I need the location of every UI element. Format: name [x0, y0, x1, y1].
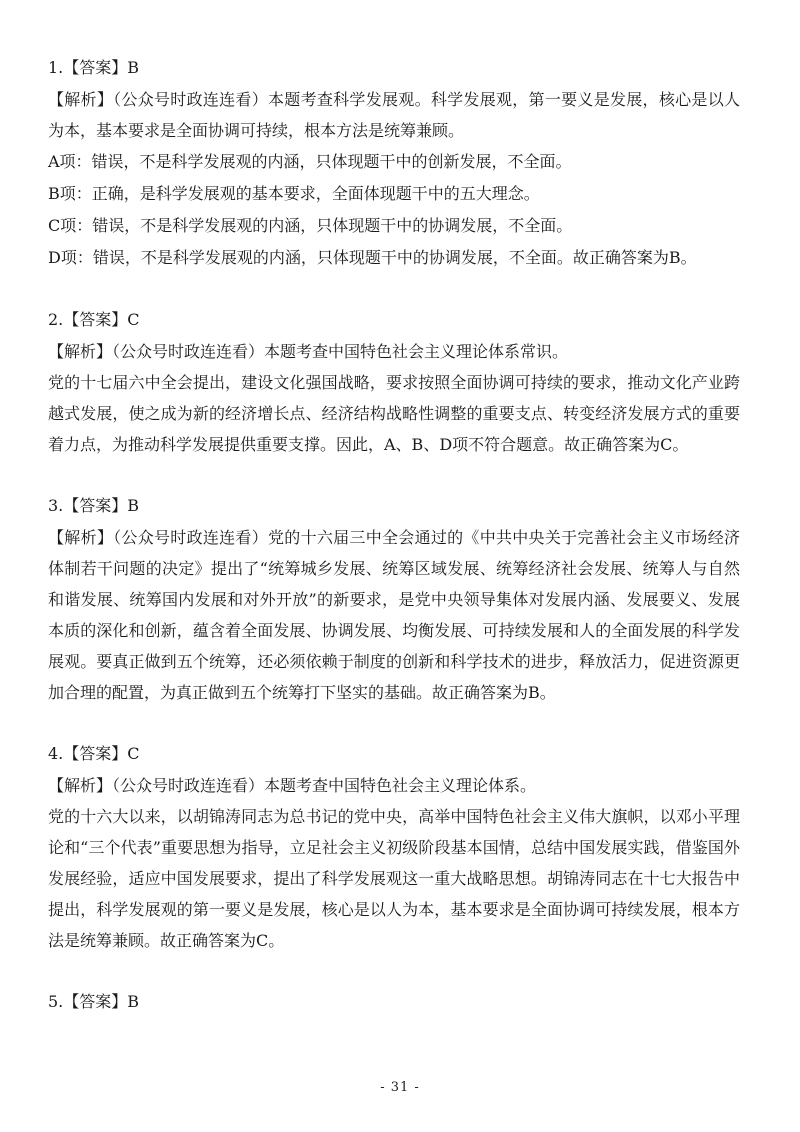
question-2: [48, 304, 740, 460]
spacer: [48, 956, 740, 986]
analysis-paragraph: 【解析】（公众号时政连连看）党的十六届三中全会通过的《中共中央关于完善社会主义市场经济体制若干问题的决定》提出了“统筹城乡发展、统筹区域发展、统筹经济社会发展、统筹人与自然和谐发展、统筹国内发展和对外开放”的新要求，是党中央领导集体对发展内涵、发展要义、发展本质的深化和创新，蕴含着全面发展、协调发展、均衡发展、可持续发展和人的全面发展的科学发展观。要真正做到五个统筹，还必须依赖于制度的创新和科学技术的进步，释放活力，促进资源更加合理的配置，为真正做到五个统筹打下坚实的基础。故正确答案为B。: [48, 528, 740, 702]
question-3: [48, 490, 740, 708]
spacer: [48, 708, 740, 738]
analysis-paragraph: 【解析】（公众号时政连连看）本题考查中国特色社会主义理论体系常识。: [48, 342, 569, 361]
question-4: [48, 738, 740, 956]
analysis-paragraph: 【解析】（公众号时政连连看）本题考查中国特色社会主义理论体系。: [48, 776, 537, 795]
option-b-explanation: B项：正确，是科学发展观的基本要求，全面体现题干中的五大理念。: [48, 184, 540, 203]
analysis-paragraph: 党的十七届六中全会提出，建设文化强国战略，要求按照全面协调可持续的要求，推动文化产业跨越式发展，使之成为新的经济增长点、经济结构战略性调整的重要支点、转变经济发展方式的重要着力点，为推动科学发展提供重要支撑。因此，A、B、D项不符合题意。故正确答案为C。: [48, 373, 740, 454]
option-d-explanation: D项：错误，不是科学发展观的内涵，只体现题干中的协调发展，不全面。故正确答案为B。: [48, 248, 697, 267]
answer-heading: 4.【答案】C: [48, 744, 140, 763]
answer-heading: 1.【答案】B: [48, 58, 140, 77]
answer-heading: 5.【答案】B: [48, 992, 140, 1011]
spacer: [48, 274, 740, 304]
analysis-paragraph: 党的十六大以来，以胡锦涛同志为总书记的党中央，高举中国特色社会主义伟大旗帜，以邓小平理论和“三个代表”重要思想为指导，立足社会主义初级阶段基本国情，总结中国发展实践，借鉴国外发展经验，适应中国发展要求，提出了科学发展观这一重大战略思想。胡锦涛同志在十七大报告中提出，科学发展观的第一要义是发展，核心是以人为本，基本要求是全面协调可持续发展，根本方法是统筹兼顾。故正确答案为C。: [48, 807, 740, 950]
question-1: [48, 52, 740, 274]
option-a-explanation: A项：错误，不是科学发展观的内涵，只体现题干中的创新发展，不全面。: [48, 152, 572, 171]
spacer: [48, 460, 740, 490]
page-number: - 31 -: [380, 1080, 420, 1095]
analysis-paragraph: 【解析】（公众号时政连连看）本题考查科学发展观。科学发展观，第一要义是发展，核心是以人为本，基本要求是全面协调可持续，根本方法是统筹兼顾。: [48, 90, 740, 140]
question-5: [48, 986, 740, 1018]
answer-heading: 3.【答案】B: [48, 496, 140, 515]
option-c-explanation: C项：错误，不是科学发展观的内涵，只体现题干中的协调发展，不全面。: [48, 216, 573, 235]
answer-heading: 2.【答案】C: [48, 310, 140, 329]
